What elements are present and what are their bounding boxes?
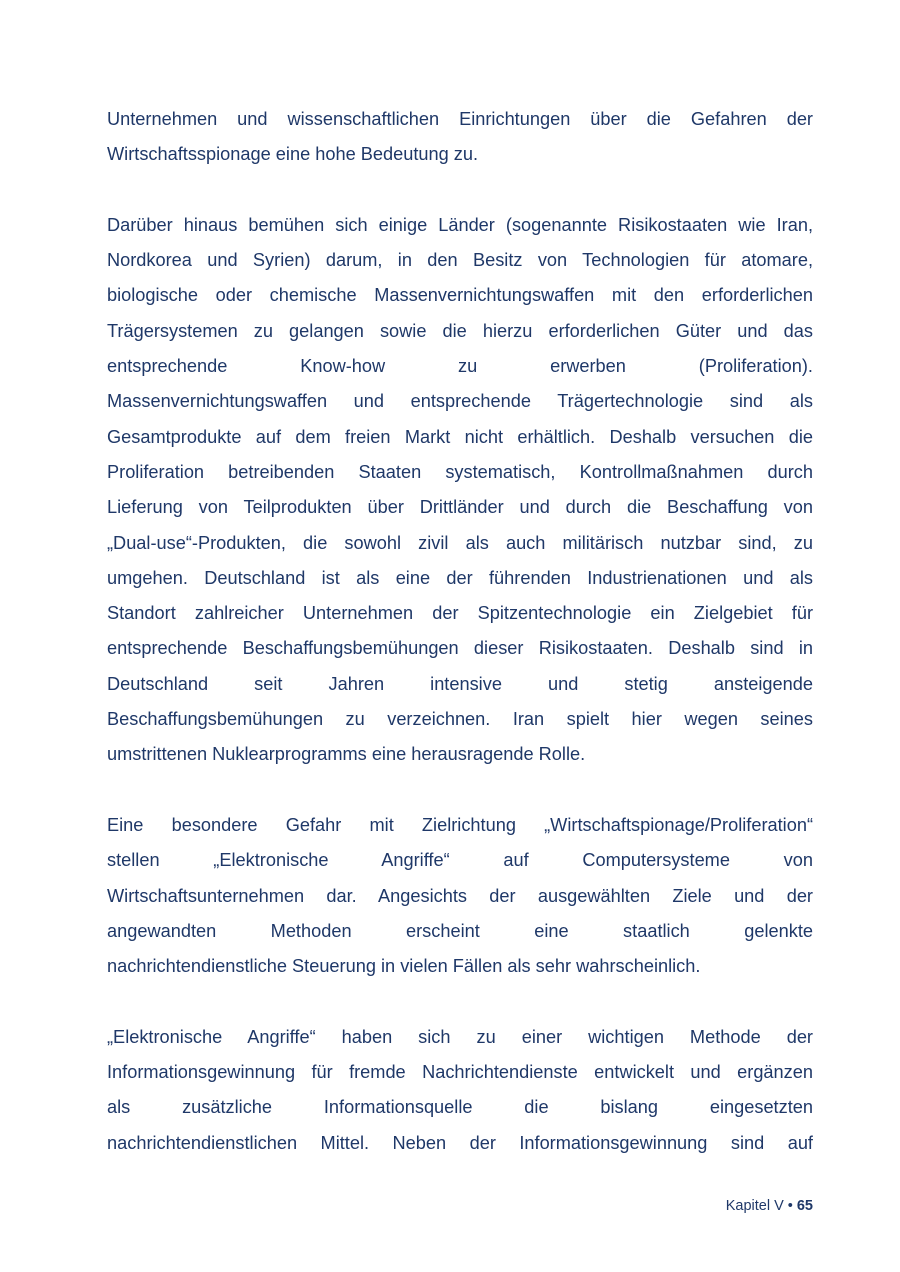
paragraph-line: entsprechende Know-how zu erwerben (Proliferation). <box>107 356 813 377</box>
paragraph-line: entsprechende Beschaffungsbemühungen dieser Risikostaaten. Deshalb sind in <box>107 638 813 659</box>
paragraph-line: Wirtschaftsspionage eine hohe Bedeutung zu. <box>107 144 479 165</box>
paragraph-line: Wirtschaftsunternehmen dar. Angesichts der ausgewählten Ziele und der <box>107 885 813 906</box>
paragraph-line: nachrichtendienstliche Steuerung in vielen Fällen als sehr wahrscheinlich. <box>107 956 701 977</box>
paragraph-4 <box>107 1020 813 1161</box>
paragraph-line: Standort zahlreicher Unternehmen der Spitzentechnologie ein Zielgebiet für <box>107 603 813 624</box>
paragraph-line: umgehen. Deutschland ist als eine der führenden Industrienationen und als <box>107 567 813 588</box>
paragraph-line: Trägersystemen zu gelangen sowie die hierzu erforderlichen Güter und das <box>107 320 813 341</box>
paragraph-line: angewandten Methoden erscheint eine staatlich gelenkte <box>107 920 813 941</box>
paragraph-line: stellen „Elektronische Angriffe“ auf Computersysteme von <box>107 850 813 871</box>
paragraph-line: Proliferation betreibenden Staaten systematisch, Kontrollmaßnahmen durch <box>107 461 813 482</box>
paragraph-line: Darüber hinaus bemühen sich einige Länder (sogenannte Risikostaaten wie Iran, <box>107 214 813 235</box>
paragraph-line: Informationsgewinnung für fremde Nachrichtendienste entwickelt und ergänzen <box>107 1062 813 1083</box>
paragraph-line: Unternehmen und wissenschaftlichen Einrichtungen über die Gefahren der <box>107 109 813 129</box>
page-footer <box>726 1196 813 1216</box>
paragraph-line: „Dual-use“-Produkten, die sowohl zivil als auch militärisch nutzbar sind, zu <box>107 532 813 553</box>
paragraph-line: nachrichtendienstlichen Mittel. Neben der Informationsgewinnung sind auf <box>107 1132 813 1153</box>
paragraph-2 <box>107 208 813 773</box>
paragraph-line: Lieferung von Teilprodukten über Drittländer und durch die Beschaffung von <box>107 497 813 518</box>
paragraph-line: umstrittenen Nuklearprogramms eine herausragende Rolle. <box>107 744 586 765</box>
paragraph-line: biologische oder chemische Massenvernichtungswaffen mit den erforderlichen <box>107 285 813 306</box>
paragraph-line: „Elektronische Angriffe“ haben sich zu einer wichtigen Methode der <box>107 1026 813 1047</box>
paragraph-gap <box>107 984 813 1019</box>
paragraph-line: Deutschland seit Jahren intensive und stetig ansteigende <box>107 673 813 694</box>
paragraph-line: Massenvernichtungswaffen und entsprechende Trägertechnologie sind als <box>107 391 813 412</box>
body-text <box>107 102 813 1161</box>
paragraph-line: Beschaffungsbemühungen zu verzeichnen. Iran spielt hier wegen seines <box>107 709 813 730</box>
page-number: 65 <box>796 1198 813 1214</box>
paragraph-line: Nordkorea und Syrien) darum, in den Besitz von Technologien für atomare, <box>107 250 813 271</box>
paragraph-gap <box>107 173 813 208</box>
paragraph-gap <box>107 773 813 808</box>
paragraph-line: Gesamtprodukte auf dem freien Markt nicht erhältlich. Deshalb versuchen die <box>107 426 813 447</box>
paragraph-line: Eine besondere Gefahr mit Zielrichtung „Wirtschaftspionage/Proliferation“ <box>107 814 813 835</box>
paragraph-1 <box>107 102 813 173</box>
chapter-label: Kapitel V <box>725 1198 784 1214</box>
separator-dot: • <box>787 1198 793 1214</box>
paragraph-3 <box>107 808 813 984</box>
paragraph-line: als zusätzliche Informationsquelle die bislang eingesetzten <box>107 1097 813 1118</box>
